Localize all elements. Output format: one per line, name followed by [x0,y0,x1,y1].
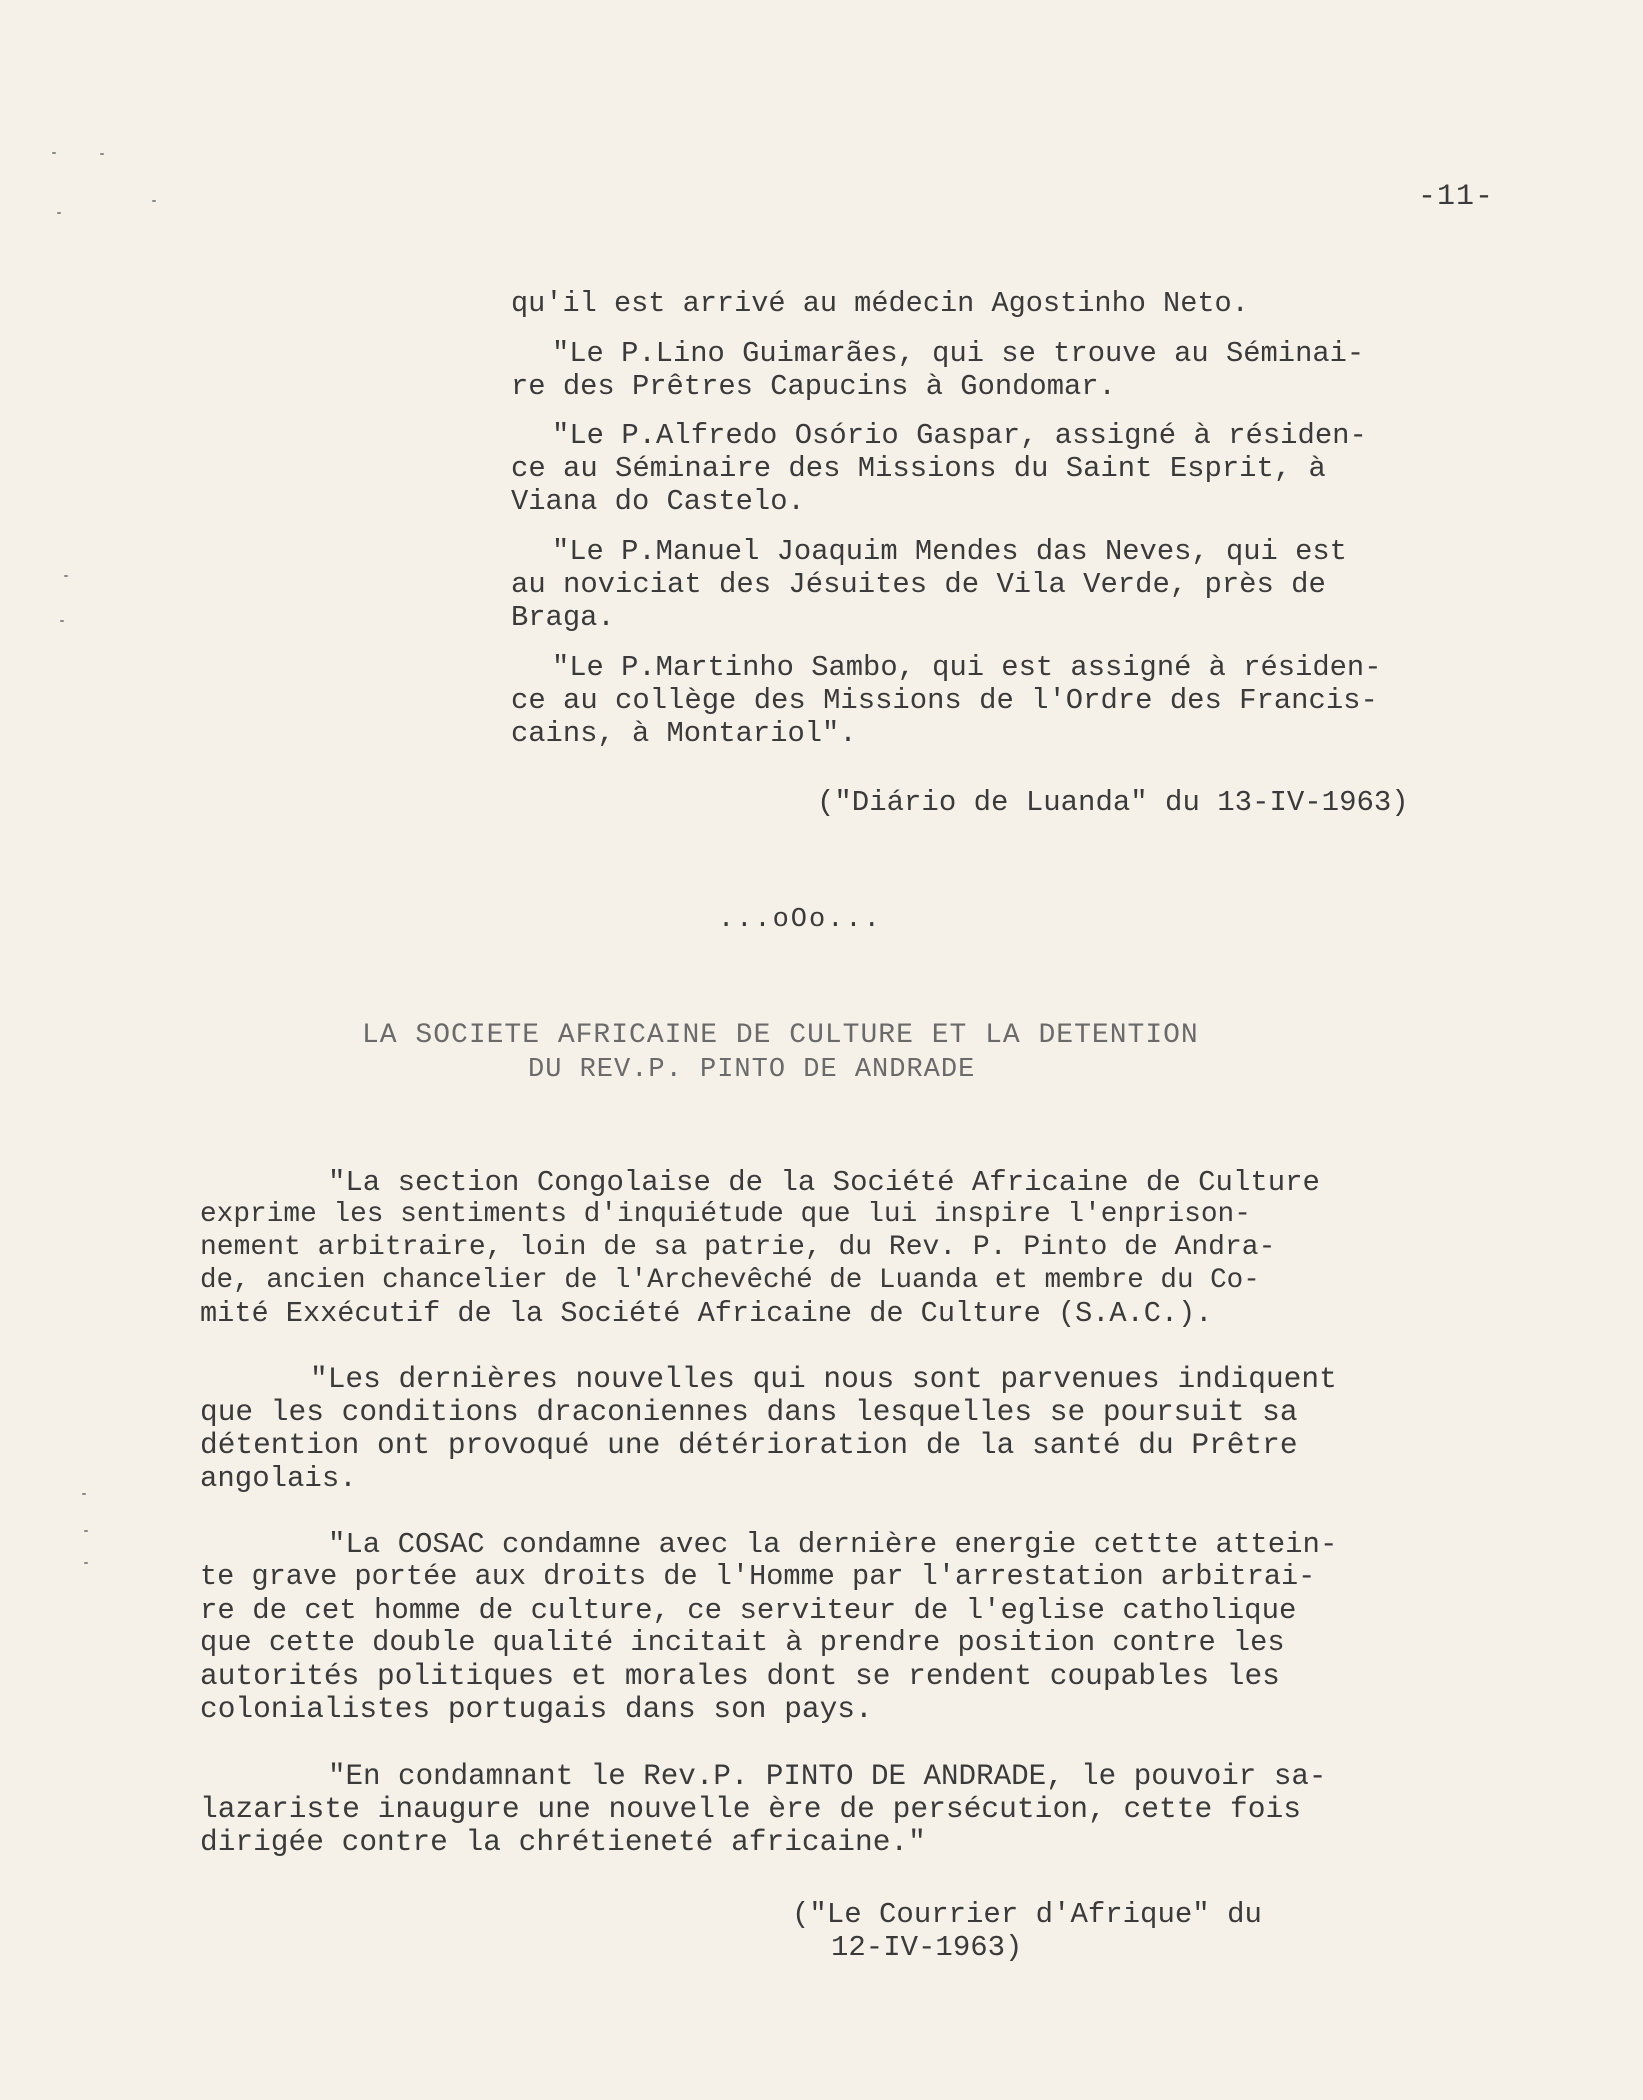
text-line: détention ont provoqué une détérioration de la santé du Prêtre [200,1428,1298,1462]
section-heading: DU REV.P. PINTO DE ANDRADE [528,1055,976,1085]
text-line: que cette double qualité incitait à prendre position contre les [200,1626,1285,1659]
margin-speck [60,620,64,622]
text-line: que les conditions draconiennes dans lesquelles se poursuit sa [200,1395,1298,1429]
text-line: colonialistes portugais dans son pays. [200,1692,873,1726]
text-line: nement arbitraire, loin de sa patrie, du Rev. P. Pinto de Andra- [200,1232,1276,1263]
text-line: mité Exxécutif de la Société Africaine de Culture (S.A.C.). [200,1297,1213,1330]
text-line: Braga. [511,601,615,634]
text-line: dirigée contre la chrétieneté africaine." [200,1825,926,1859]
text-line: de, ancien chancelier de l'Archevêché de Luanda et membre du Co- [200,1265,1260,1296]
source-citation: ("Diário de Luanda" du 13-IV-1963) [817,786,1409,819]
margin-speck [100,153,104,155]
text-line: "En condamnant le Rev.P. PINTO DE ANDRADE, le pouvoir sa- [328,1760,1327,1793]
text-line: autorités politiques et morales dont se rendent coupables les [200,1659,1280,1693]
text-line: ce au collège des Missions de l'Ordre des Francis- [511,684,1378,717]
margin-speck [57,212,61,214]
margin-speck [84,1562,88,1564]
section-heading: LA SOCIETE AFRICAINE DE CULTURE ET LA DETENTION [362,1020,1199,1051]
margin-speck [82,1493,86,1495]
text-line: au noviciat des Jésuites de Vila Verde, près de [511,568,1326,601]
margin-speck [64,575,68,577]
text-line: te grave portée aux droits de l'Homme par l'arrestation arbitrai- [200,1560,1316,1593]
text-line: re de cet homme de culture, ce serviteur de l'eglise catholique [200,1594,1297,1627]
margin-speck [52,152,56,154]
margin-speck [152,200,156,202]
text-line: qu'il est arrivé au médecin Agostinho Neto. [511,287,1249,320]
source-citation: ("Le Courrier d'Afrique" du [792,1898,1262,1931]
margin-speck [84,1530,88,1532]
text-line: exprime les sentiments d'inquiétude que lui inspire l'enprison- [200,1199,1251,1230]
source-citation: 12-IV-1963) [831,1931,1023,1964]
text-line: Viana do Castelo. [511,485,805,518]
text-line: "La section Congolaise de la Société Africaine de Culture [328,1166,1320,1199]
text-line: "Le P.Manuel Joaquim Mendes das Neves, qui est [552,535,1347,568]
text-line: "Le P.Alfredo Osório Gaspar, assigné à résiden- [552,419,1367,452]
text-line: re des Prêtres Capucins à Gondomar. [511,370,1116,403]
text-line: cains, à Montariol". [511,717,857,750]
text-line: "Les dernières nouvelles qui nous sont parvenues indiquent [310,1362,1337,1396]
text-line: lazariste inaugure une nouvelle ère de persécution, cette fois [200,1792,1302,1826]
text-line: ce au Séminaire des Missions du Saint Esprit, à [511,452,1326,485]
text-line: "Le P.Lino Guimarães, qui se trouve au Séminai- [552,337,1365,370]
text-line: "La COSAC condamne avec la dernière energie cettte attein- [328,1528,1338,1561]
page-number: -11- [1418,180,1495,214]
text-line: "Le P.Martinho Sambo, qui est assigné à résiden- [552,651,1382,684]
section-separator: ...oOo... [718,905,882,935]
text-line: angolais. [200,1462,357,1495]
